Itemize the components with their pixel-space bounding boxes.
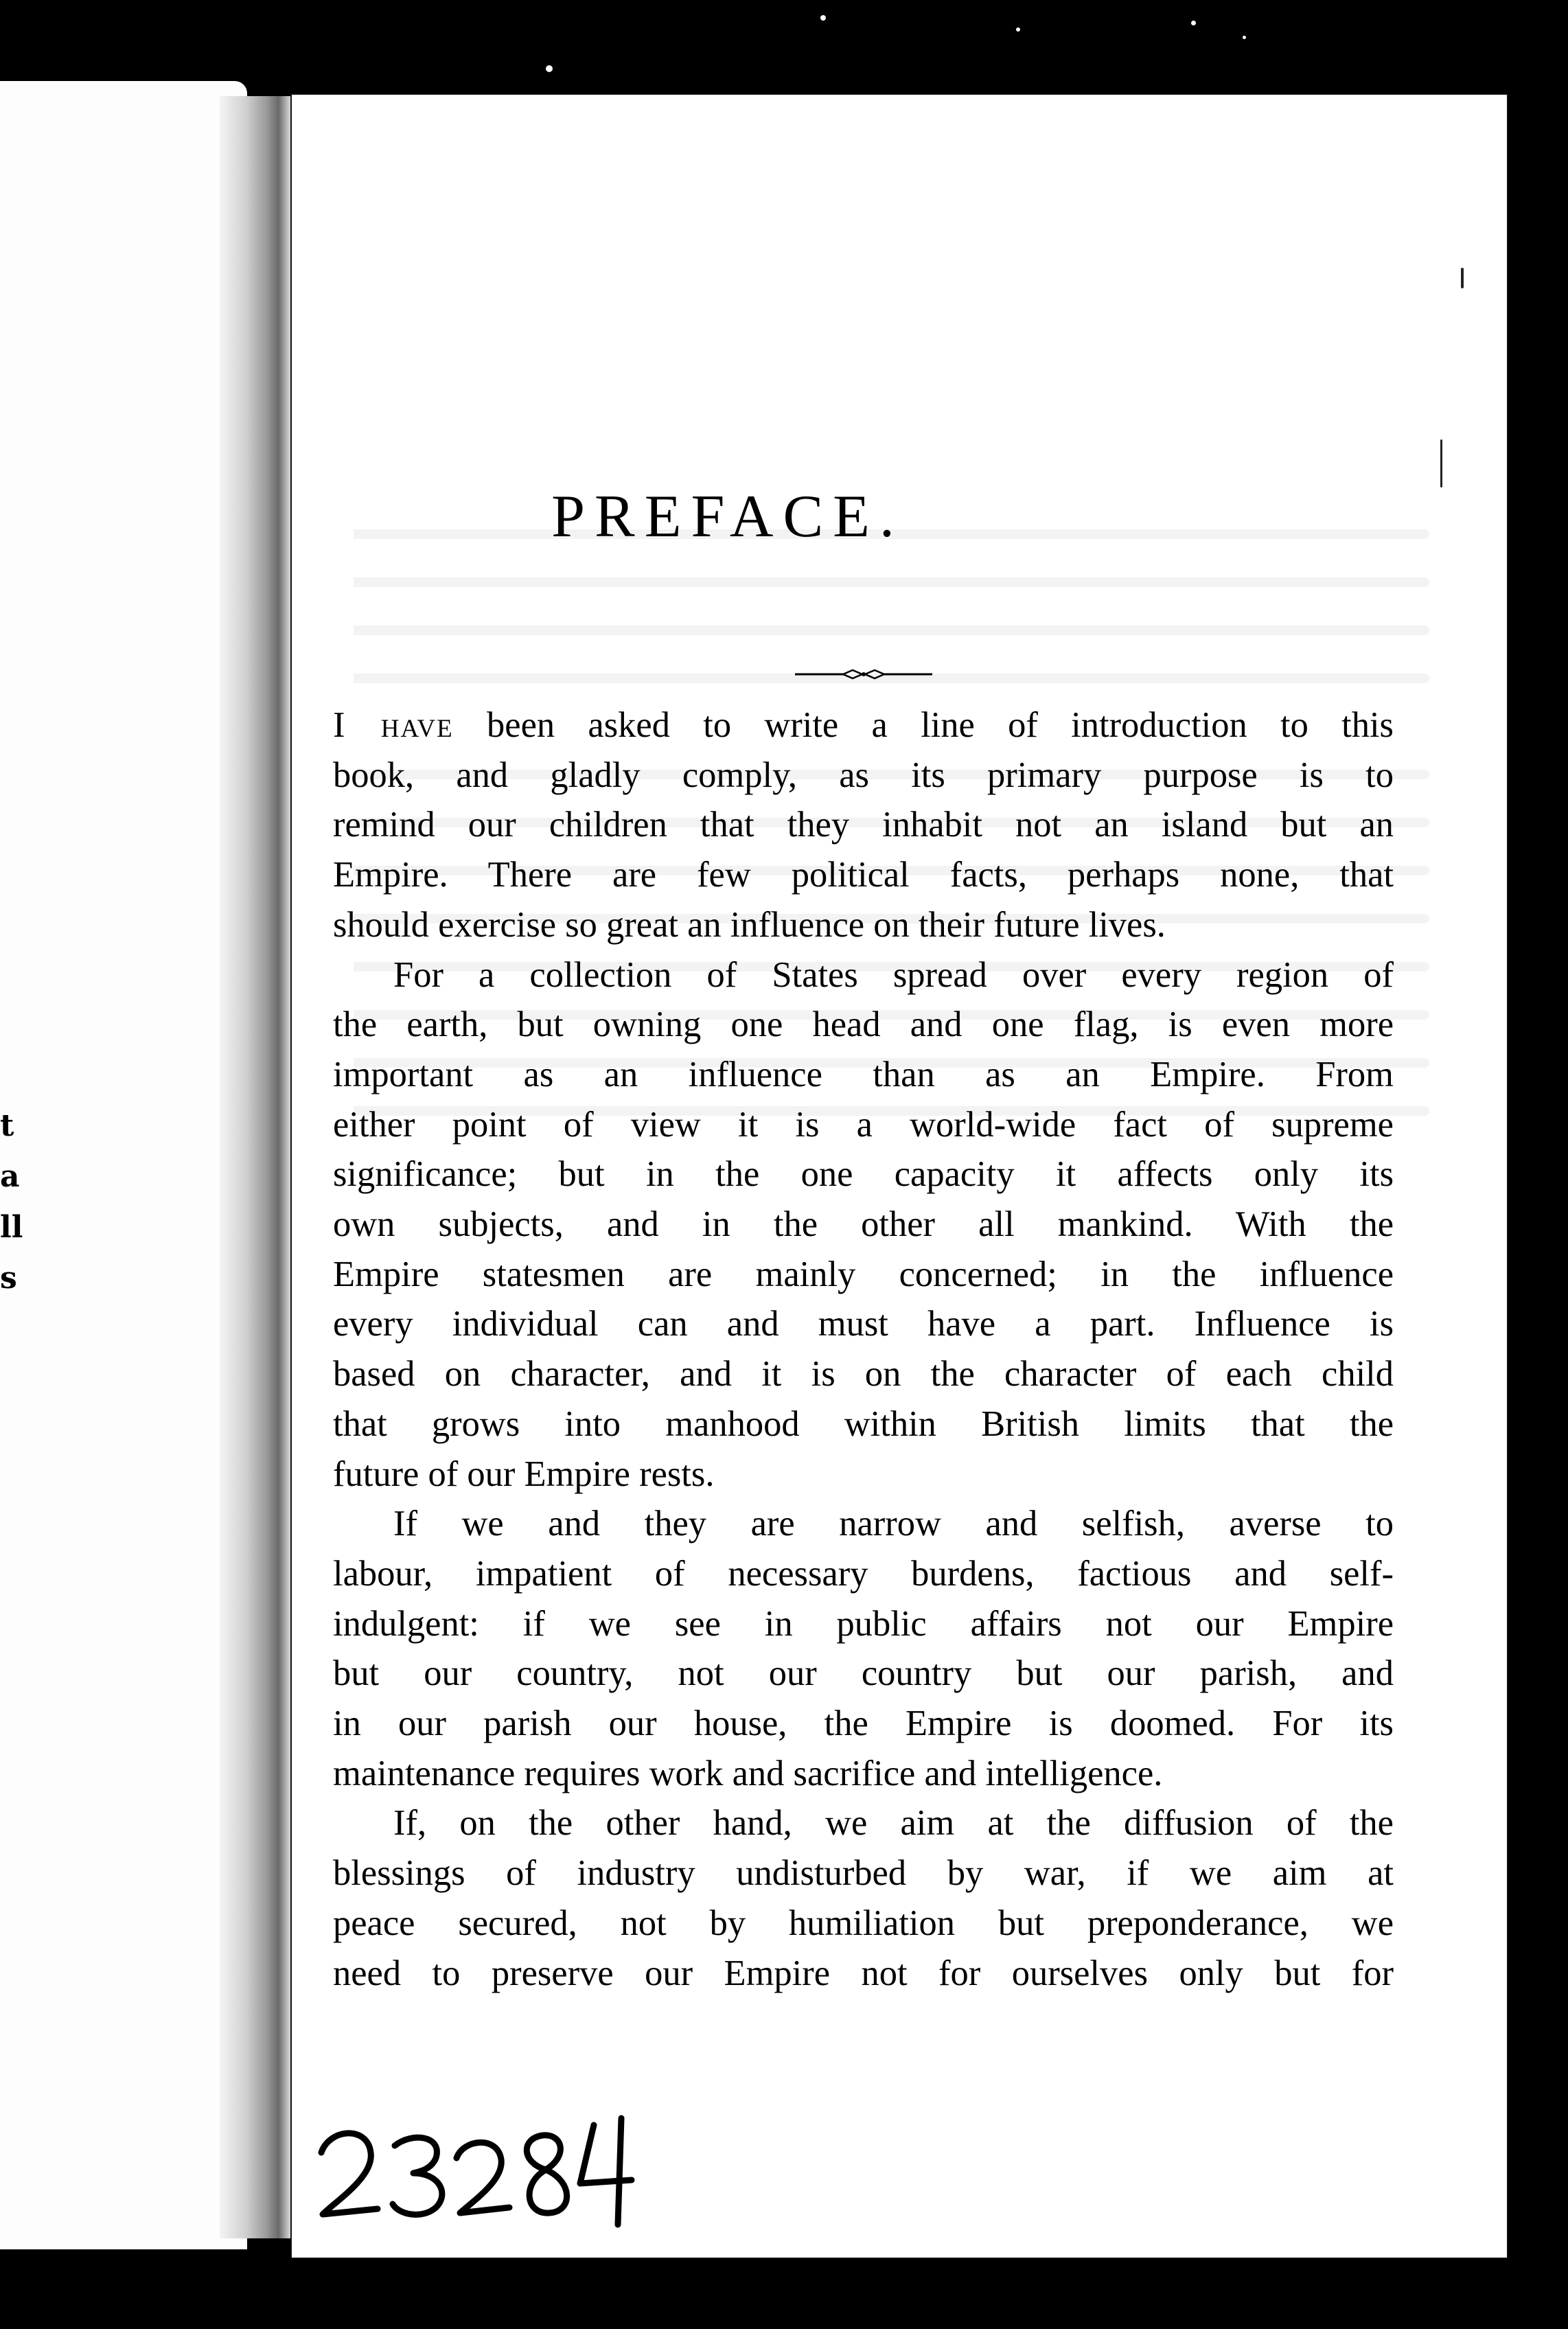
scan-speck: [546, 65, 553, 72]
text-line: If, on the other hand, we aim at the diffusion of the: [393, 1803, 1394, 1844]
text-line: labour, impatient of necessary burdens, factious and self-: [333, 1553, 1394, 1594]
text-line-content: been asked to write a line of introduction to this: [487, 705, 1394, 745]
text-line: significance; but in the one capacity it affects only its: [333, 1154, 1394, 1195]
page-title: PREFACE.: [551, 483, 904, 550]
text-line: that grows into manhood within British limits that the: [333, 1403, 1394, 1444]
text-line: If we and they are narrow and selfish, averse to: [393, 1504, 1394, 1544]
drop-lead: I have: [333, 705, 454, 745]
text-line: blessings of industry undisturbed by war, if we aim at: [333, 1853, 1394, 1894]
left-page-fragment: a: [0, 1159, 20, 1194]
scan-speck: [1243, 36, 1246, 39]
left-page-edge: [0, 81, 247, 2249]
preface-paragraph: [333, 1798, 1394, 1998]
left-page-fragment: ll: [0, 1210, 23, 1245]
scan-speck: [1016, 27, 1020, 32]
preface-paragraph: [333, 950, 1394, 1500]
scan-speck: [1191, 21, 1196, 25]
preface-paragraph: [333, 1499, 1394, 1798]
text-line: either point of view it is a world-wide fact of supreme: [333, 1104, 1394, 1145]
text-line: need to preserve our Empire not for ourselves only but for: [333, 1953, 1394, 1993]
left-page-fragment: s: [0, 1261, 17, 1296]
preface-body: [333, 700, 1394, 1998]
text-line: remind our children that they inhabit not an island but an: [333, 805, 1394, 845]
text-line: For a collection of States spread over every region of: [393, 954, 1394, 995]
scan-speck: [1461, 268, 1464, 288]
text-line: own subjects, and in the other all mankind. With the: [333, 1204, 1394, 1245]
text-line: important as an influence than as an Empire. From: [333, 1054, 1394, 1094]
text-line: peace secured, not by humiliation but preponderance, we: [333, 1903, 1394, 1943]
text-line: Empire. There are few political facts, perhaps none, that: [333, 855, 1394, 895]
text-line: the earth, but owning one head and one flag, is even more: [333, 1005, 1394, 1045]
text-line: but our country, not our country but our parish, and: [333, 1653, 1394, 1694]
text-line: based on character, and it is on the character of each child: [333, 1354, 1394, 1395]
book-gutter-shadow: [220, 96, 295, 2238]
text-line: indulgent: if we see in public affairs not our Empire: [333, 1603, 1394, 1644]
text-line: should exercise so great an influence on their future lives.: [333, 904, 1166, 945]
text-line: Empire statesmen are mainly concerned; in the influence: [333, 1254, 1394, 1294]
text-line: maintenance requires work and sacrifice and intelligence.: [333, 1753, 1163, 1793]
scan-speck: [1440, 439, 1442, 487]
scan-speck: [820, 15, 826, 21]
text-line: every individual can and must have a part. Influence is: [333, 1304, 1394, 1344]
left-page-fragment: t: [0, 1108, 14, 1143]
handwritten-accession-number: [309, 2104, 666, 2228]
text-line: in our parish our house, the Empire is doomed. For its: [333, 1703, 1394, 1744]
preface-paragraph: [333, 700, 1394, 950]
text-line: book, and gladly comply, as its primary purpose is to: [333, 755, 1394, 795]
text-line: future of our Empire rests.: [333, 1454, 715, 1494]
title-ornament-rule: [795, 667, 932, 681]
text-line: [333, 700, 1394, 750]
